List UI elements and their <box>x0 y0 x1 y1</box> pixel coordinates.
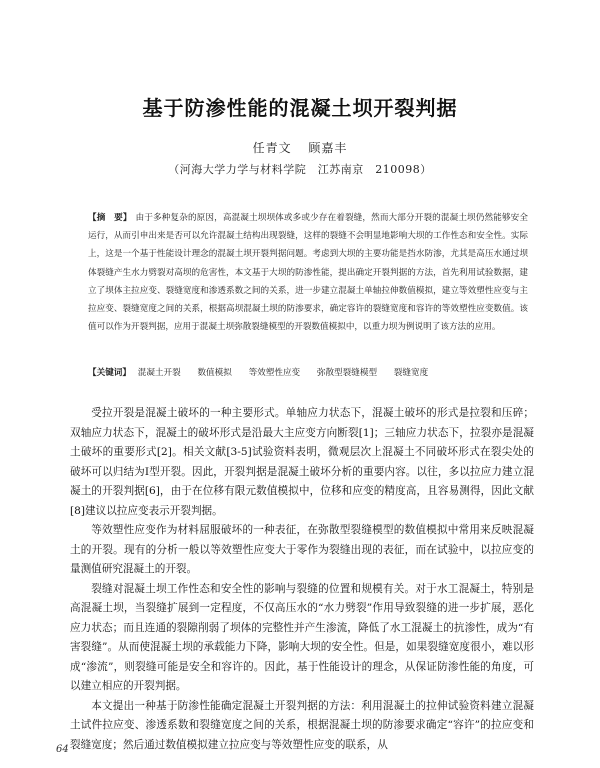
author-list <box>0 139 600 156</box>
keyword: 等效塑性应变 <box>248 368 301 378</box>
body-paragraph: 等效塑性应变作为材料屈服破坏的一种表征，在弥散型裂缝模型的数值模拟中常用来反映混凝土的开裂。现有的分析一般以等效塑性应变大于零作为裂缝出现的表征，而在试验中，以拉应变的量测值研究混凝土的开裂。 <box>70 524 534 575</box>
keywords-label: 【关键词】 <box>88 368 131 378</box>
keyword: 弥散型裂缝模型 <box>316 368 378 378</box>
keyword: 混凝土开裂 <box>137 368 181 378</box>
body-paragraph: 本文提出一种基于防渗性能确定混凝土开裂判据的方法：利用混凝土的拉伸试验资料建立混凝土试件拉应变、渗透系数和裂缝宽度之间的关系，根据混凝土坝的防渗要求确定“容许”的拉应变和裂缝宽度；然后通过数值模拟建立拉应变与等效塑性应变的联系，从 <box>70 699 534 751</box>
abstract-block <box>88 209 528 336</box>
paper-title: 基于防渗性能的混凝土坝开裂判据 <box>142 96 458 120</box>
author-name: 任青文 <box>252 141 292 155</box>
keywords-block <box>88 364 528 382</box>
page-number: 64 <box>56 744 69 755</box>
abstract-label: 【摘 要】 <box>88 213 132 223</box>
affiliation: （河海大学力学与材料学院 江苏南京 210098） <box>168 163 432 176</box>
keyword: 数值模拟 <box>197 368 232 378</box>
author-name: 顾嘉丰 <box>308 141 348 155</box>
body-paragraph: 受拉开裂是混凝土破坏的一种主要形式。单轴应力状态下，混凝土破坏的形式是拉裂和压碎；双轴应力状态下，混凝土的破坏形式是沿最大主应变方向断裂[1]；三轴应力状态下，拉裂亦是混凝土破坏的重要形式[2]。相关文献[3-5]试验资料表明，微观层次上混凝土不同破坏形式在裂尖处的破坏可以归结为Ⅰ型开裂。因此，开裂判据是混凝土破坏分析的重要内容。以往，多以拉应力建立混凝土的开裂判据[6]，由于在位移有限元数值模拟中，位移和应变的精度高，且容易测得，因此文献[8]建议以拉应变表示开裂判据。 <box>70 407 534 517</box>
abstract-text: 由于多种复杂的原因，高混凝土坝坝体或多或少存在着裂缝，然而大部分开裂的混凝土坝仍然能够安全运行，从而引申出来是否可以允许混凝土结构出现裂缝，这样的裂缝不会明显地影响大坝的工作性态和安全性。实际上，这是一个基于性能设计理念的混凝土坝开裂判据问题。考虑到大坝的主要功能是挡水防渗，尤其是高压水通过坝体裂缝产生水力劈裂对高坝的危害性，本文基于大坝的防渗性能，提出确定开裂判据的方法，首先利用试验数据，建立了坝体主拉应变、裂缝宽度和渗透系数之间的关系，进一步建立混凝土单轴拉伸数值模拟，建立等效塑性应变与主拉应变、裂缝宽度之间的关系，根据高坝混凝土坝的防渗要求，确定容许的裂缝宽度和容许的等效塑性应变数值。该值可以作为开裂判据，应用于混凝土坝弥散裂缝模型的开裂数值模拟中，以重力坝为例说明了该方法的应用。 <box>88 213 528 333</box>
body-paragraph: 裂缝对混凝土坝工作性态和安全性的影响与裂缝的位置和规模有关。对于水工混凝土，特别是高混凝土坝，当裂缝扩展到一定程度，不仅高压水的“水力劈裂”作用导致裂缝的进一步扩展，恶化应力状态；而且连通的裂隙削弱了坝体的完整性并产生渗流，降低了水工混凝土的抗渗性，成为“有害裂缝”。从而使混凝土坝的承载能力下降，影响大坝的安全性。但是，如果裂缝宽度很小，难以形成“渗流”，则裂缝可能是安全和容许的。因此，基于性能设计的理念，从保证防渗性能的角度，可以建立相应的开裂判据。 <box>70 582 534 692</box>
body-text <box>70 404 534 755</box>
keyword: 裂缝宽度 <box>393 368 429 378</box>
